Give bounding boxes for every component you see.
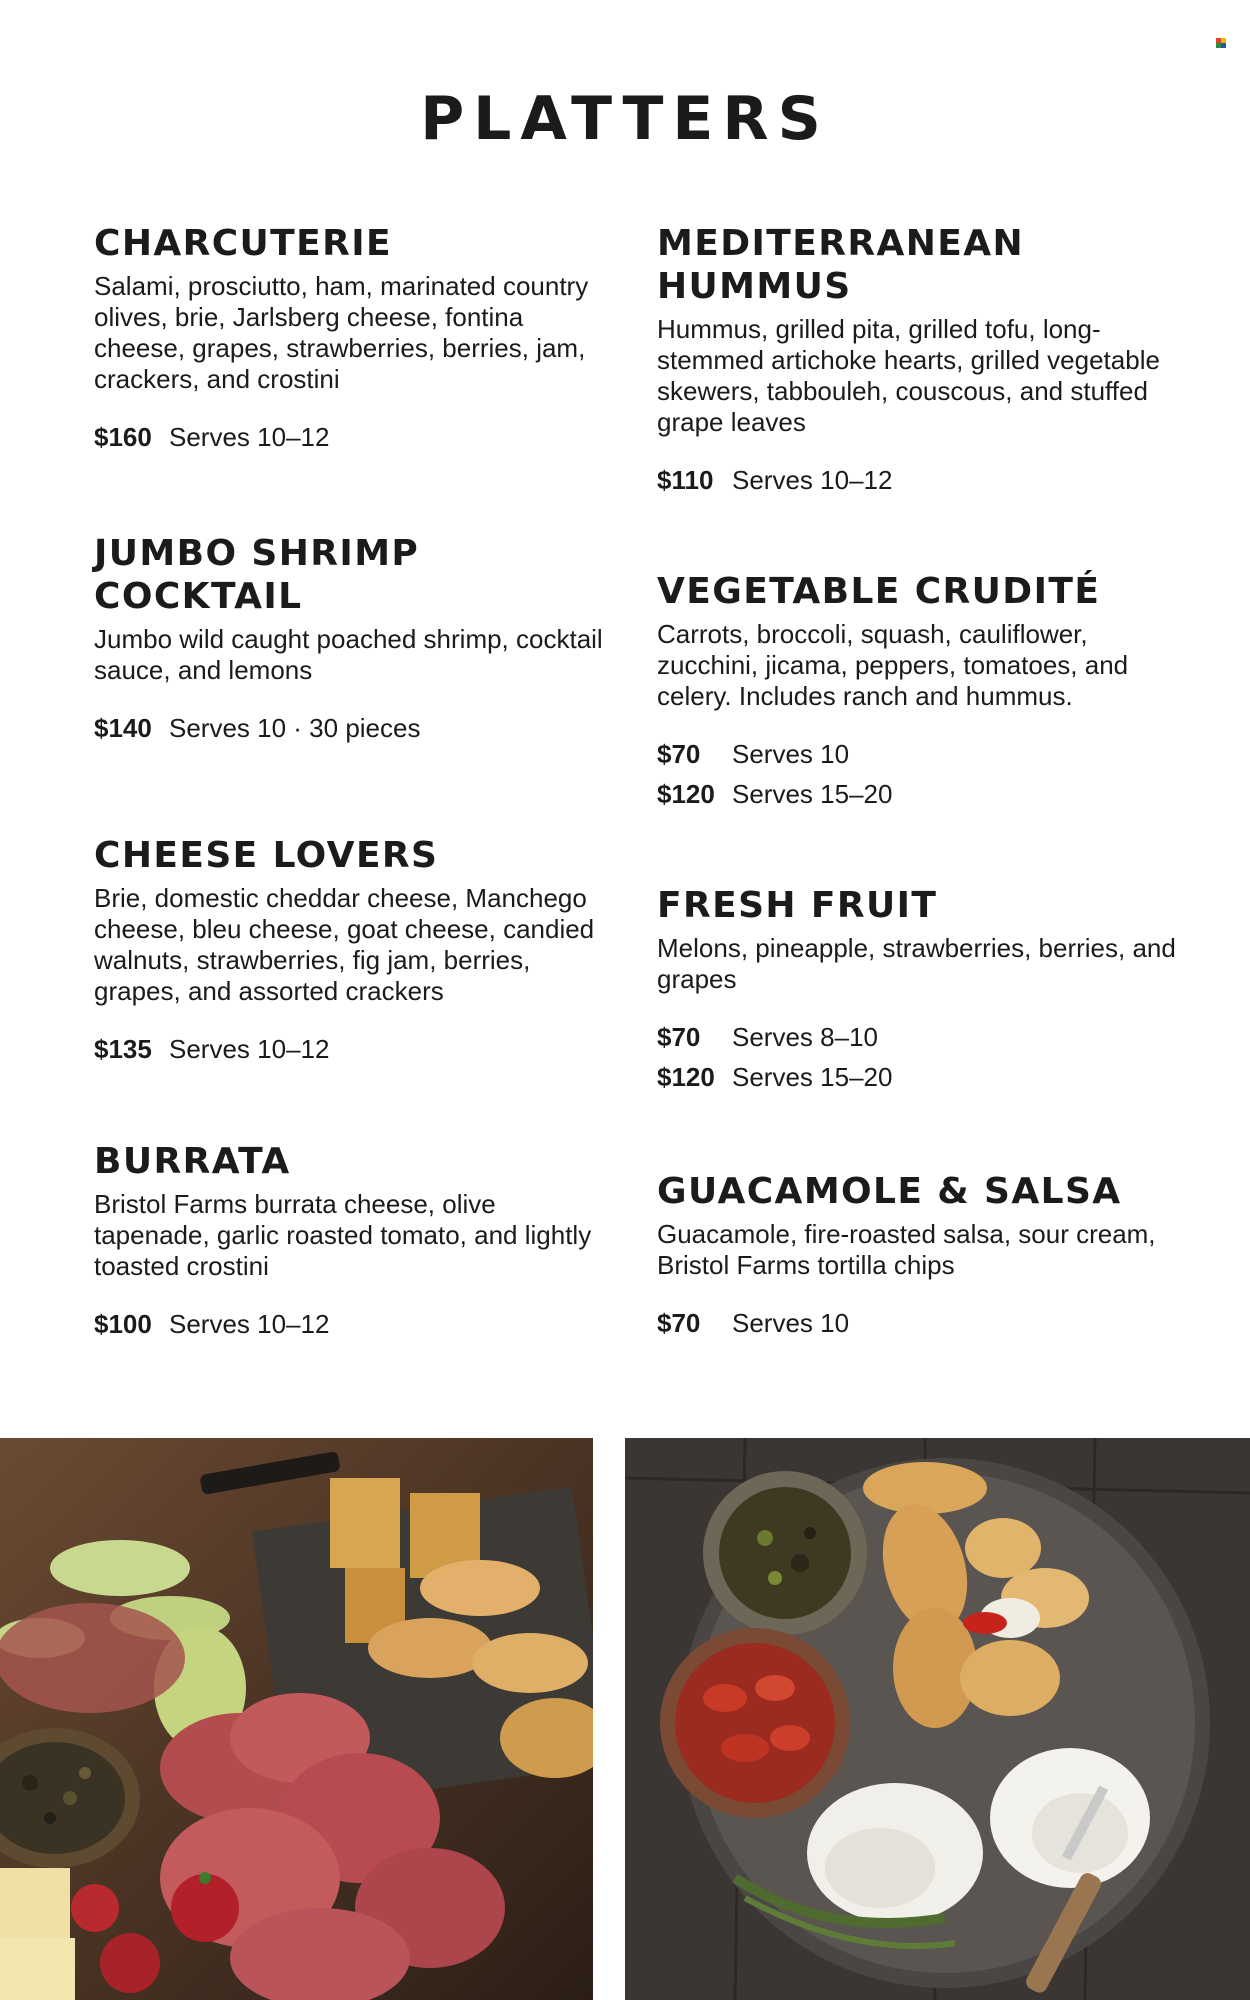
serves: Serves 10–12 [169,1309,330,1339]
menu-item-fresh-fruit [657,884,1177,1097]
price-line [94,708,614,748]
burrata-platter-photo [625,1438,1250,2000]
item-name: JUMBO SHRIMP COCKTAIL [94,533,420,617]
price-line [657,1303,1177,1343]
serves: Serves 10 [732,739,850,769]
price: $70 [657,1308,701,1338]
price: $70 [657,1022,701,1052]
price-line [657,734,1177,774]
item-name: GUACAMOLE & SALSA [657,1171,1122,1212]
charcuterie-board-photo [0,1438,593,2000]
price-line [94,1304,614,1344]
serves: Serves 10–12 [169,422,330,452]
item-description: Salami, prosciutto, ham, marinated country olives, brie, Jarlsberg cheese, fontina cheese, grapes, strawberries, berries, jam, crackers, and crostini [94,271,589,394]
item-description: Bristol Farms burrata cheese, olive tapenade, garlic roasted tomato, and lightly toasted crostini [94,1189,592,1281]
price-line [94,417,614,457]
menu-item-mediterranean-hummus [657,222,1177,500]
serves: Serves 10–12 [732,465,893,495]
item-name: VEGETABLE CRUDITÉ [657,571,1101,612]
item-name: CHEESE LOVERS [94,835,439,876]
item-name: CHARCUTERIE [94,223,393,264]
serves: Serves 10 [732,1308,850,1338]
serves: Serves 15–20 [732,779,893,809]
price: $100 [94,1309,152,1339]
serves: Serves 10 · 30 pieces [169,713,421,743]
item-name: BURRATA [94,1141,291,1182]
corner-mark-icon [1216,38,1226,48]
price-line [657,460,1177,500]
serves: Serves 15–20 [732,1062,893,1092]
page-title: PLATTERS [420,84,830,154]
price: $120 [657,1062,715,1092]
item-description: Jumbo wild caught poached shrimp, cocktail sauce, and lemons [94,624,603,685]
menu-item-guacamole-salsa [657,1170,1177,1343]
menu-item-vegetable-crudite [657,570,1177,814]
price-line [657,774,1177,814]
menu-item-jumbo-shrimp-cocktail [94,532,614,748]
item-description: Guacamole, fire-roasted salsa, sour cream, Bristol Farms tortilla chips [657,1219,1156,1280]
price-line [657,1017,1177,1057]
item-description: Melons, pineapple, strawberries, berries, and grapes [657,933,1176,994]
price: $120 [657,779,715,809]
item-name: FRESH FRUIT [657,885,938,926]
serves: Serves 10–12 [169,1034,330,1064]
price-line [657,1057,1177,1097]
menu-item-charcuterie [94,222,614,457]
item-description: Brie, domestic cheddar cheese, Manchego cheese, bleu cheese, goat cheese, candied walnuts, strawberries, fig jam, berries, grapes, and assorted crackers [94,883,595,1006]
price: $140 [94,713,152,743]
menu-item-burrata [94,1140,614,1344]
price-line [94,1029,614,1069]
item-description: Hummus, grilled pita, grilled tofu, long-stemmed artichoke hearts, grilled vegetable skewers, tabbouleh, couscous, and stuffed grape leaves [657,314,1160,437]
menu-item-cheese-lovers [94,834,614,1069]
price: $110 [657,465,714,495]
price: $135 [94,1034,152,1064]
price: $160 [94,422,152,452]
item-name: MEDITERRANEAN HUMMUS [657,223,1025,307]
serves: Serves 8–10 [732,1022,878,1052]
price: $70 [657,739,701,769]
item-description: Carrots, broccoli, squash, cauliflower, zucchini, jicama, peppers, tomatoes, and celery. Includes ranch and hummus. [657,619,1129,711]
